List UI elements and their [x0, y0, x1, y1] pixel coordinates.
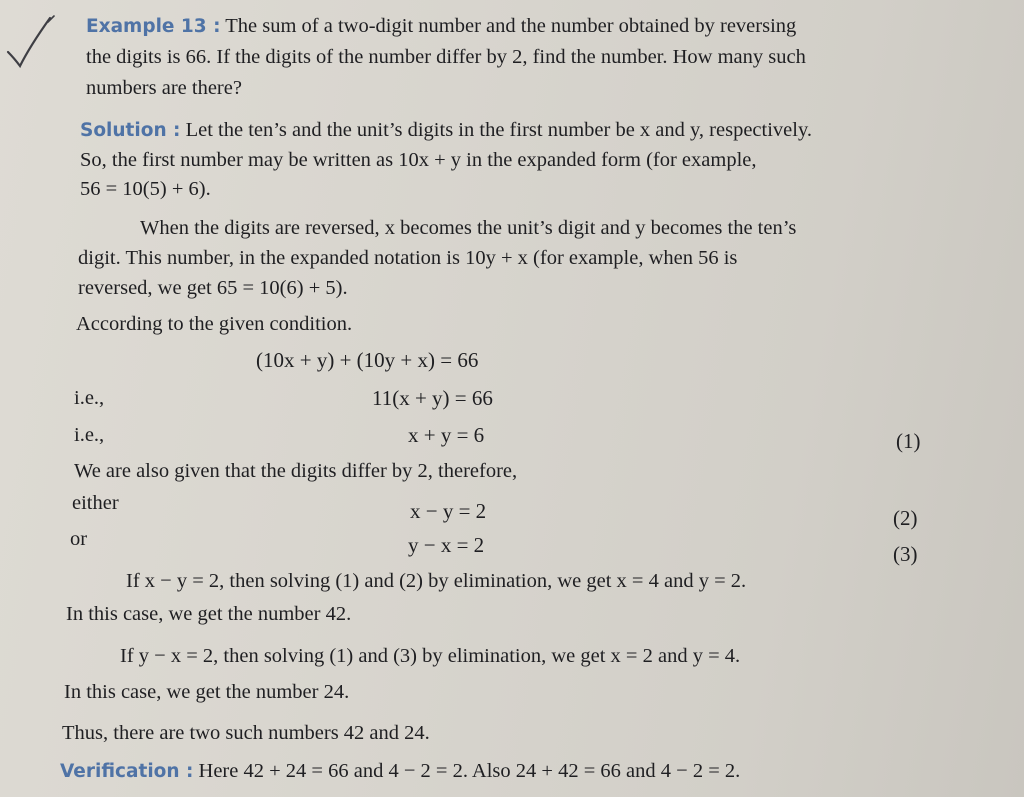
example-line-3: numbers are there?	[86, 77, 242, 99]
equation-number-3: (3)	[893, 542, 918, 566]
verification-line	[60, 758, 740, 785]
verification-text: Here 42 + 24 = 66 and 4 − 2 = 2. Also 24 + 42 = 66 and 4 − 2 = 2.	[198, 760, 741, 782]
or-label: or	[70, 528, 88, 550]
solution-heading: Solution :	[80, 120, 181, 141]
equation-2: 11(x + y) = 66	[372, 386, 493, 410]
ie-label-1: i.e.,	[74, 387, 105, 409]
case2-line-2: In this case, we get the number 24.	[64, 681, 350, 703]
equation-4: x − y = 2	[410, 499, 487, 523]
example-line-2: the digits is 66. If the digits of the number differ by 2, find the number. How many such	[86, 46, 806, 68]
conclusion: Thus, there are two such numbers 42 and 24.	[62, 722, 430, 744]
equation-1: (10x + y) + (10y + x) = 66	[256, 348, 479, 372]
verification-heading: Verification :	[60, 761, 194, 782]
equation-number-2: (2)	[893, 506, 918, 530]
either-label: either	[72, 492, 119, 514]
pencil-check-mark	[2, 12, 60, 70]
reversed-line-1: When the digits are reversed, x becomes the unit’s digit and y becomes the ten’s	[140, 217, 797, 239]
case1-line-1: If x − y = 2, then solving (1) and (2) by elimination, we get x = 4 and y = 2.	[126, 570, 747, 592]
equation-number-1: (1)	[896, 429, 921, 453]
example-text-1: The sum of a two-digit number and the number obtained by reversing	[225, 15, 797, 37]
equation-3: x + y = 6	[408, 423, 485, 447]
condition-intro: According to the given condition.	[76, 313, 353, 335]
example-line-1	[86, 13, 796, 40]
differ-intro: We are also given that the digits differ by 2, therefore,	[74, 460, 518, 482]
solution-line-2: So, the first number may be written as 10x + y in the expanded form (for example,	[80, 149, 757, 171]
reversed-line-3: reversed, we get 65 = 10(6) + 5).	[78, 277, 348, 299]
reversed-line-2: digit. This number, in the expanded notation is 10y + x (for example, when 56 is	[78, 247, 738, 269]
case2-line-1: If y − x = 2, then solving (1) and (3) by elimination, we get x = 2 and y = 4.	[120, 645, 741, 667]
example-heading: Example 13 :	[86, 16, 221, 37]
case1-line-2: In this case, we get the number 42.	[66, 603, 352, 625]
equation-5: y − x = 2	[408, 533, 485, 557]
solution-line-3: 56 = 10(5) + 6).	[80, 178, 211, 200]
ie-label-2: i.e.,	[74, 424, 105, 446]
solution-text-1: Let the ten’s and the unit’s digits in the first number be x and y, respectively.	[185, 119, 813, 141]
solution-line-1	[80, 117, 812, 144]
